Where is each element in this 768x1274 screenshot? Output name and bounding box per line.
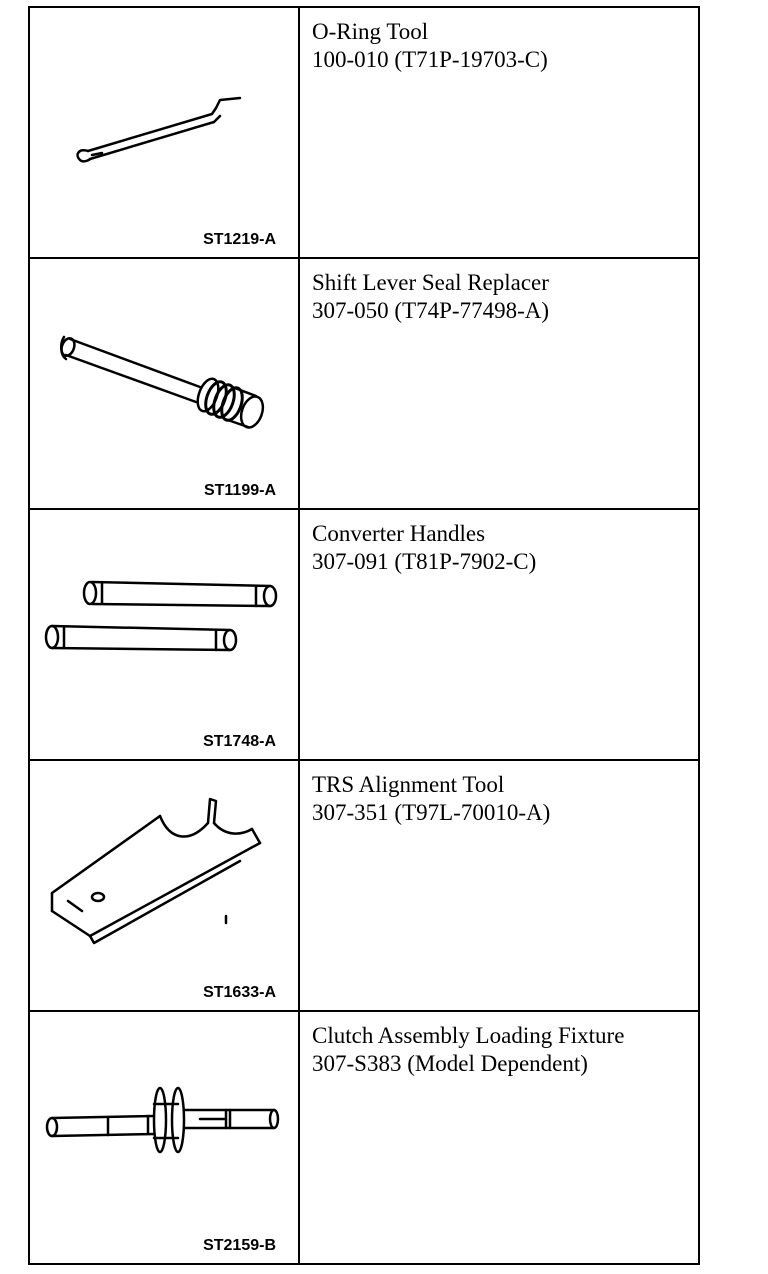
o-ring-tool-icon xyxy=(30,8,298,258)
tool-part-number: 307-351 (T97L-70010-A) xyxy=(312,800,551,825)
converter-handles-icon xyxy=(30,510,298,760)
tool-row xyxy=(29,509,699,760)
tool-description-cell xyxy=(299,760,699,1011)
tool-name: TRS Alignment Tool xyxy=(312,772,505,797)
alignment-tool-icon xyxy=(30,761,298,1011)
art-code: ST1633-A xyxy=(203,984,276,1001)
tool-illustration-cell xyxy=(29,509,299,760)
tool-part-number: 307-S383 (Model Dependent) xyxy=(312,1051,588,1076)
tool-row xyxy=(29,7,699,258)
tool-name: O-Ring Tool xyxy=(312,19,429,44)
tool-illustration-cell xyxy=(29,7,299,258)
tool-row xyxy=(29,258,699,509)
tool-description-cell xyxy=(299,1011,699,1264)
tool-illustration-cell xyxy=(29,760,299,1011)
tool-illustration-cell xyxy=(29,258,299,509)
tool-description-cell xyxy=(299,7,699,258)
seal-replacer-icon xyxy=(30,259,298,509)
art-code: ST1219-A xyxy=(203,231,276,248)
loading-fixture-icon xyxy=(30,1012,298,1262)
tool-illustration-cell xyxy=(29,1011,299,1264)
art-code: ST1748-A xyxy=(203,733,276,750)
tool-row xyxy=(29,1011,699,1264)
tool-part-number: 307-091 (T81P-7902-C) xyxy=(312,549,537,574)
tool-description-cell xyxy=(299,258,699,509)
art-code: ST1199-A xyxy=(203,482,276,499)
tool-name: Shift Lever Seal Replacer xyxy=(312,270,549,295)
tool-name: Clutch Assembly Loading Fixture xyxy=(312,1023,625,1048)
tool-description-cell xyxy=(299,509,699,760)
tool-part-number: 100-010 (T71P-19703-C) xyxy=(312,47,548,72)
special-tools-table xyxy=(28,6,700,1265)
tool-row xyxy=(29,760,699,1011)
art-code: ST2159-B xyxy=(203,1237,276,1254)
tool-part-number: 307-050 (T74P-77498-A) xyxy=(312,298,549,323)
tool-name: Converter Handles xyxy=(312,521,486,546)
